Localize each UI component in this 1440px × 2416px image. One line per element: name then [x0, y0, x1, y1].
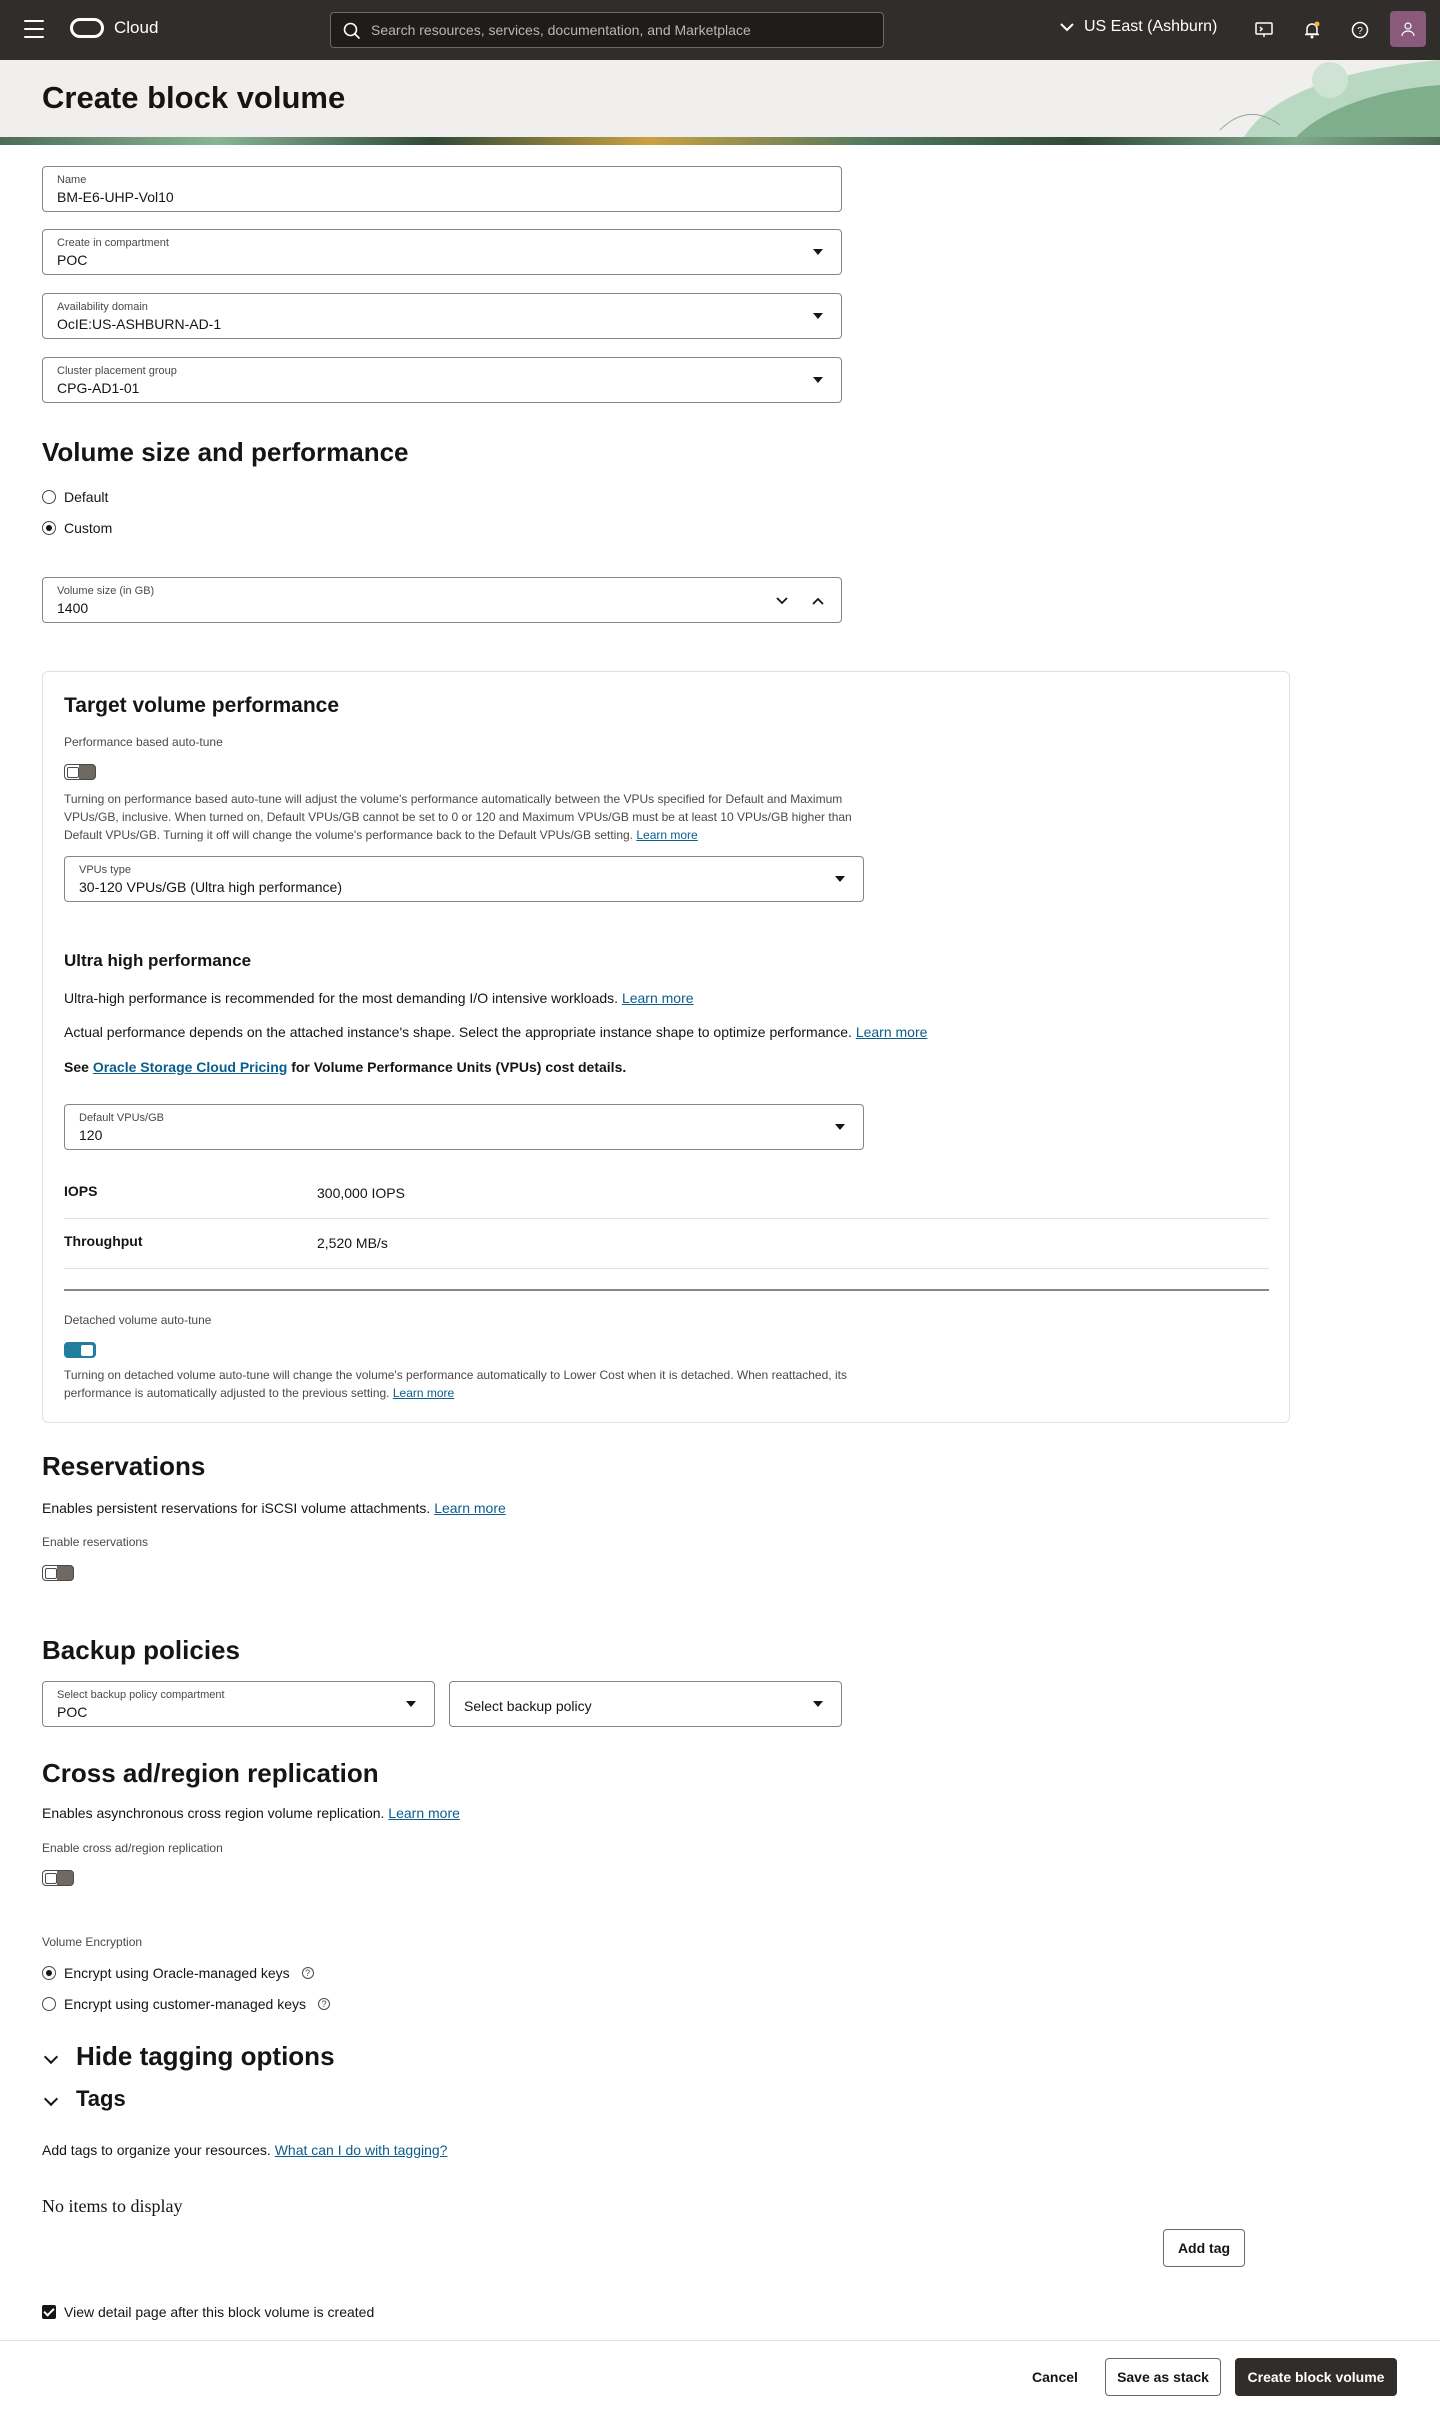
cloud-shell-icon[interactable]	[1252, 18, 1276, 42]
oracle-cloud-logo[interactable]	[70, 18, 158, 38]
tags-section-toggle[interactable]	[46, 2086, 126, 2112]
header-stripe	[0, 137, 1440, 145]
caret-down-icon	[813, 1701, 823, 1707]
name-value: BM-E6-UHP-Vol10	[57, 189, 174, 205]
header-decoration	[1180, 60, 1440, 145]
search-input[interactable]	[330, 12, 884, 48]
enable-reservations-toggle[interactable]	[42, 1565, 74, 1581]
radio-customer-managed-keys[interactable]	[42, 1996, 330, 2012]
compartment-value: POC	[57, 252, 88, 268]
name-field[interactable]	[42, 166, 842, 212]
autotune-help-line: Turning on performance based auto-tune will adjust the volume's performance automatically between the VPUs specified for Default and Maximum	[64, 792, 843, 806]
uhp-line: Actual performance depends on the attached instance's shape. Select the appropriate instance shape to optimize performance.	[64, 1024, 852, 1040]
tags-heading: Tags	[76, 2086, 126, 2111]
pricing-suffix: for Volume Performance Units (VPUs) cost details.	[291, 1059, 627, 1075]
info-icon[interactable]: ?	[318, 1998, 330, 2010]
save-as-stack-button[interactable]: Save as stack	[1105, 2358, 1221, 2396]
detached-autotune-toggle[interactable]	[64, 1342, 96, 1358]
divider	[64, 1218, 1269, 1219]
increment-chevron-up-icon[interactable]	[807, 590, 829, 612]
replication-heading: Cross ad/region replication	[42, 1758, 379, 1788]
detached-learn-more-link[interactable]: Learn more	[392, 1386, 455, 1400]
detached-autotune-label: Detached volume auto-tune	[64, 1313, 212, 1327]
no-items-message: No items to display	[42, 2196, 183, 2216]
availability-domain-value: OcIE:US-ASHBURN-AD-1	[57, 316, 222, 332]
chevron-down-icon	[44, 2049, 58, 2063]
throughput-label: Throughput	[64, 1233, 143, 1249]
enable-reservations-label: Enable reservations	[42, 1535, 149, 1549]
replication-desc-text: Enables asynchronous cross region volume replication.	[42, 1805, 385, 1821]
tags-desc-text: Add tags to organize your resources.	[42, 2142, 271, 2158]
backup-policy-placeholder: Select backup policy	[464, 1698, 592, 1714]
user-avatar[interactable]	[1390, 11, 1426, 47]
backup-policy-select[interactable]	[449, 1681, 842, 1727]
volume-encryption-label: Volume Encryption	[42, 1935, 143, 1949]
compartment-select[interactable]	[42, 229, 842, 275]
availability-domain-label: Availability domain	[57, 301, 148, 313]
compartment-label: Create in compartment	[57, 237, 169, 249]
caret-down-icon	[835, 1124, 845, 1130]
replication-learn-more-link[interactable]: Learn more	[388, 1805, 460, 1821]
cancel-button[interactable]: Cancel	[1032, 2369, 1078, 2385]
help-icon[interactable]	[1348, 18, 1372, 42]
default-vpus-value: 120	[79, 1127, 103, 1143]
reservations-learn-more-link[interactable]: Learn more	[434, 1500, 506, 1516]
oracle-logo-icon	[70, 18, 104, 38]
region-label: US East (Ashburn)	[1084, 18, 1218, 35]
replication-description	[42, 1805, 460, 1821]
uhp-heading: Ultra high performance	[64, 951, 252, 970]
oracle-managed-keys-label: Encrypt using Oracle-managed keys	[64, 1965, 290, 1981]
add-tag-button[interactable]: Add tag	[1163, 2229, 1245, 2267]
backup-compartment-select[interactable]	[42, 1681, 435, 1727]
info-icon[interactable]: ?	[302, 1967, 314, 1979]
notifications-bell-icon[interactable]	[1300, 18, 1324, 42]
autotune-help-line: VPUs/GB, inclusive. When turned on, Default VPUs/GB cannot be set to 0 or 120 and Maximum VPUs/GB must be at least 10 VPUs/GB higher than	[64, 810, 852, 824]
caret-down-icon	[813, 313, 823, 319]
view-detail-checkbox[interactable]	[42, 2305, 56, 2319]
volume-size-value: 1400	[57, 600, 89, 616]
uhp-line: Ultra-high performance is recommended for the most demanding I/O intensive workloads.	[64, 990, 619, 1006]
radio-default[interactable]	[42, 489, 108, 505]
region-selector[interactable]	[1060, 18, 1217, 36]
backup-compartment-value: POC	[57, 1704, 88, 1720]
cluster-placement-group-value: CPG-AD1-01	[57, 380, 140, 396]
name-label: Name	[57, 174, 87, 186]
radio-custom-label: Custom	[64, 520, 113, 536]
throughput-value: 2,520 MB/s	[317, 1235, 388, 1251]
autotune-label: Performance based auto-tune	[64, 735, 223, 749]
autotune-help-line: Default VPUs/GB. Turning it off will change the volume's performance back to the Default VPUs/GB setting.	[64, 828, 634, 842]
section-divider	[64, 1289, 1269, 1291]
brand-label: Cloud	[114, 18, 159, 37]
default-vpus-select[interactable]	[64, 1104, 864, 1150]
caret-down-icon	[813, 377, 823, 383]
target-performance-heading: Target volume performance	[64, 694, 340, 717]
autotune-learn-more-link[interactable]: Learn more	[636, 828, 698, 842]
uhp-shape-note	[64, 1024, 927, 1040]
iops-value: 300,000 IOPS	[317, 1185, 405, 1201]
detached-help-text	[64, 1366, 884, 1402]
action-footer	[0, 2340, 1440, 2416]
enable-replication-label: Enable cross ad/region replication	[42, 1841, 223, 1855]
pricing-link[interactable]: Oracle Storage Cloud Pricing	[92, 1059, 288, 1075]
autotune-help-text	[64, 790, 884, 844]
reservations-description	[42, 1500, 506, 1516]
volume-size-label: Volume size (in GB)	[57, 585, 155, 597]
caret-down-icon	[406, 1701, 416, 1707]
menu-icon[interactable]	[24, 20, 44, 38]
radio-button[interactable]	[42, 1997, 56, 2011]
backup-policies-heading: Backup policies	[42, 1635, 240, 1665]
customer-managed-keys-label: Encrypt using customer-managed keys	[64, 1996, 306, 2012]
backup-compartment-label: Select backup policy compartment	[57, 1689, 225, 1701]
reservations-desc-text: Enables persistent reservations for iSCSI volume attachments.	[42, 1500, 431, 1516]
shape-learn-more-link[interactable]: Learn more	[855, 1024, 928, 1040]
search-icon	[343, 22, 361, 40]
page-header	[0, 60, 1440, 145]
pricing-note	[64, 1059, 626, 1075]
vpus-type-value: 30-120 VPUs/GB (Ultra high performance)	[79, 879, 342, 895]
default-vpus-label: Default VPUs/GB	[79, 1112, 164, 1124]
search-placeholder: Search resources, services, documentation, and Marketplace	[371, 22, 751, 38]
radio-button[interactable]	[42, 490, 56, 504]
hide-tagging-label: Hide tagging options	[76, 2041, 335, 2071]
decrement-chevron-down-icon[interactable]	[771, 590, 793, 612]
view-detail-label: View detail page after this block volume is created	[64, 2304, 375, 2320]
cluster-placement-group-label: Cluster placement group	[57, 365, 177, 377]
caret-down-icon	[835, 876, 845, 882]
uhp-learn-more-link[interactable]: Learn more	[621, 990, 694, 1006]
page-title: Create block volume	[42, 80, 346, 115]
see-label: See	[64, 1059, 89, 1075]
availability-domain-select[interactable]	[42, 293, 842, 339]
user-icon	[1400, 21, 1416, 37]
reservations-heading: Reservations	[42, 1451, 206, 1481]
iops-label: IOPS	[64, 1183, 98, 1199]
radio-button[interactable]	[42, 1966, 56, 1980]
chevron-down-icon	[44, 2092, 58, 2106]
radio-oracle-managed-keys[interactable]	[42, 1965, 314, 1981]
create-block-volume-button[interactable]: Create block volume	[1235, 2358, 1397, 2396]
volume-size-heading: Volume size and performance	[42, 437, 409, 467]
view-detail-checkbox-row[interactable]	[42, 2304, 374, 2320]
radio-custom[interactable]	[42, 520, 112, 536]
radio-button[interactable]	[42, 521, 56, 535]
cluster-placement-group-select[interactable]	[42, 357, 842, 403]
caret-down-icon	[813, 249, 823, 255]
top-navigation-bar	[0, 0, 1440, 60]
autotune-toggle[interactable]	[64, 764, 96, 780]
svg-text:?: ?	[1357, 26, 1363, 37]
volume-size-input[interactable]	[42, 577, 842, 623]
uhp-description	[64, 990, 694, 1006]
vpus-type-label: VPUs type	[79, 864, 131, 876]
detached-help-line: Turning on detached volume auto-tune will change the volume's performance automatically to Lower Cost when it is detached. When reattached, its	[64, 1368, 847, 1382]
tags-description	[42, 2142, 447, 2158]
chevron-down-icon	[1060, 22, 1074, 32]
radio-default-label: Default	[64, 489, 109, 505]
hide-tagging-toggle[interactable]	[46, 2041, 335, 2072]
divider	[64, 1268, 1269, 1269]
enable-replication-toggle[interactable]	[42, 1870, 74, 1886]
target-performance-card	[42, 671, 1290, 1423]
vpus-type-select[interactable]	[64, 856, 864, 902]
detached-help-line: performance is automatically adjusted to the previous setting.	[64, 1386, 390, 1400]
tagging-help-link[interactable]: What can I do with tagging?	[274, 2142, 448, 2158]
